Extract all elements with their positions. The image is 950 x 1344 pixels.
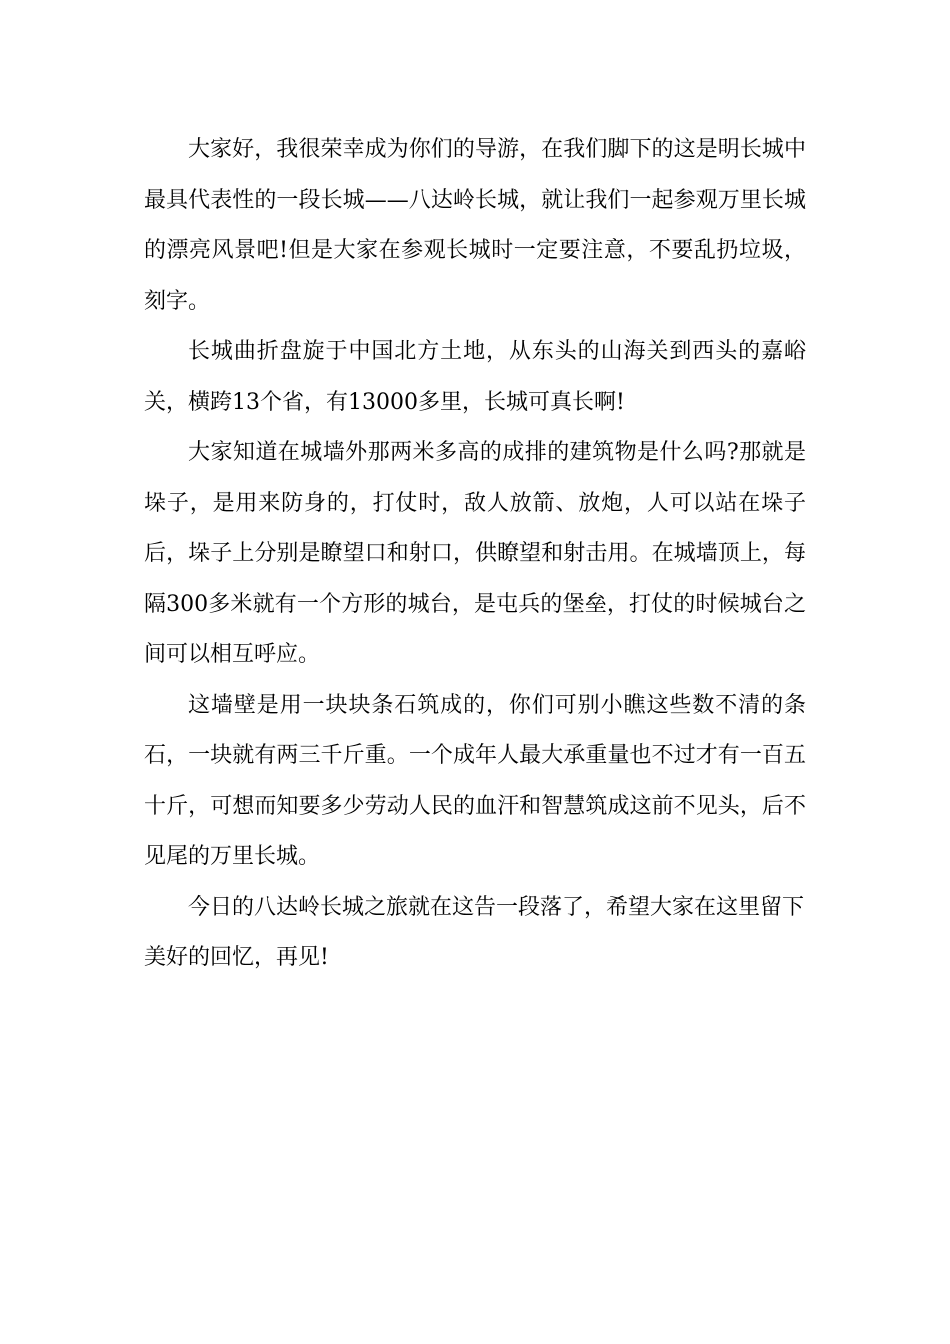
paragraph-geography: 长城曲折盘旋于中国北方土地，从东头的山海关到西头的嘉峪关，横跨13个省，有13000多里，长城可真长啊! [144,339,806,415]
paragraph-stones: 这墙壁是用一块块条石筑成的，你们可别小瞧这些数不清的条石，一块就有两三千斤重。一个成年人最大承重量也不过才有一百五十斤，可想而知要多少劳动人民的血汗和智慧筑成这前不见头，后不见尾的万里长城。 [144,692,806,869]
paragraph-farewell: 今日的八达岭长城之旅就在这告一段落了，希望大家在这里留下美好的回忆，再见! [144,894,805,970]
paragraph-welcome: 大家好，我很荣幸成为你们的导游，在我们脚下的这是明长城中最具代表性的一段长城——八达岭长城，就让我们一起参观万里长城的漂亮风景吧!但是大家在参观长城时一定要注意，不要乱扔垃圾，刻字。 [144,137,806,314]
document-body [144,125,806,984]
paragraph-battlements: 大家知道在城墙外那两米多高的成排的建筑物是什么吗?那就是垛子，是用来防身的，打仗时，敌人放箭、放炮，人可以站在垛子后，垛子上分别是瞭望口和射口，供瞭望和射击用。在城墙顶上，每隔300多米就有一个方形的城台，是屯兵的堡垒，打仗的时候城台之间可以相互呼应。 [144,440,806,667]
